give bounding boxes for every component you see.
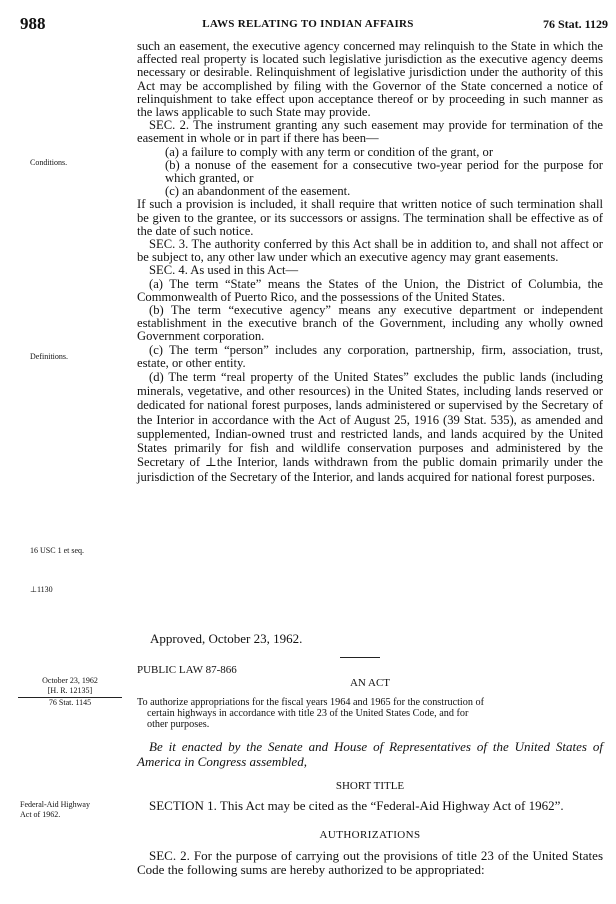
section-divider — [340, 657, 380, 658]
page-header — [0, 14, 616, 38]
purpose-line: other purposes. — [147, 719, 210, 731]
section-4-c: (c) The term “person” includes any corporation, partnership, firm, association, trust, estate, or other entity. — [137, 342, 603, 370]
act-purpose — [137, 697, 603, 731]
margin-fah-line1: Federal-Aid Highway — [20, 800, 90, 809]
section-2-intro: SEC. 2. The instrument granting any such easement may provide for termination of the easement in whole or in part if there has been— — [137, 118, 603, 146]
section-2-a: (a) a failure to comply with any term or condition of the grant, or — [165, 144, 494, 159]
public-law-number: PUBLIC LAW 87-866 — [137, 664, 237, 676]
section-3: SEC. 3. The authority conferred by this Act shall be in addition to, and shall not affect or be subject to, any other law under which an executive agency may grant easements. — [137, 237, 603, 265]
section-1: SECTION 1. This Act may be cited as the “Federal-Aid Highway Act of 1962”. — [149, 798, 564, 813]
section-4-a: (a) The term “State” means the States of the Union, the District of Columbia, the Commonwealth of Puerto Rico, and the possessions of the United States. — [137, 276, 603, 304]
page-number: 988 — [20, 14, 46, 33]
margin-rule — [18, 697, 122, 698]
margin-note-conditions: Conditions. — [30, 158, 68, 167]
section-2-authorizations: SEC. 2. For the purpose of carrying out the provisions of title 23 of the United States Code the following sums are hereby authorized to be appropriated: — [137, 848, 603, 877]
section-2-tail: If such a provision is included, it shall require that written notice of such termination shall be given to the grantee, or its successors or assigns. The termination shall be effective as of the date of such notice. — [137, 197, 603, 238]
an-act-heading: AN ACT — [349, 677, 391, 689]
margin-note-definitions: Definitions. — [30, 352, 68, 361]
section-2-c: (c) an abandonment of the easement. — [165, 184, 351, 199]
margin-page-marker: ⊥1130 — [30, 585, 53, 594]
running-title: LAWS RELATING TO INDIAN AFFAIRS — [202, 18, 414, 30]
enacting-clause: Be it enacted by the Senate and House of Representatives of the United States of America in Congress assembled, — [137, 739, 603, 769]
margin-note-date — [18, 676, 122, 708]
main-text — [137, 40, 603, 484]
margin-bill-number: [H. R. 12135] — [47, 685, 93, 695]
margin-fah-line2: Act of 1962. — [20, 809, 61, 819]
section-4-d: (d) The term “real property of the United States” excludes the public lands (including minerals, vegetative, and other resources) in the United States, including lands reserved or dedicated for national forest purposes, lands administered or supervised by the Secretary of the Interior in accordance with the Act of August 25, 1916 (39 Stat. 535), as amended and supplemented, Indian-owned trust and restricted lands, and lands acquired by the United States primarily for fish and wildlife conservation purposes and administered by the Secretary of ⊥the Interior, lands withdrawn from the public domain primarily under the jurisdiction of the Secretary of the Interior, and lands acquired for national forest purposes. — [137, 370, 603, 484]
section-4-intro: SEC. 4. As used in this Act— — [149, 263, 299, 278]
approved-date: Approved, October 23, 1962. — [150, 631, 303, 646]
purpose-line: certain highways in accordance with title 23 of the United States Code, and for — [147, 708, 469, 720]
short-title-heading: SHORT TITLE — [335, 780, 405, 792]
margin-stat-line: 76 Stat. 1145 — [48, 698, 92, 707]
margin-date-line: October 23, 1962 — [42, 676, 98, 685]
authorizations-heading: AUTHORIZATIONS — [319, 829, 421, 841]
margin-note-usc: 16 USC 1 et seq. — [30, 546, 84, 555]
margin-note-fah — [20, 800, 90, 819]
paragraph-continued: such an easement, the executive agency concerned may relinquish to the State in which the affected real property is located such legislative jurisdiction as the executive agency deems necessary or desirable. Relinquishment of legislative jurisdiction under the authority of this Act may be accomplished by filing with the Governor of the State concerned a notice of relinquishment to take effect upon acceptance thereof or by proceeding in such manner as the laws applicable to such State may provide. — [137, 39, 603, 120]
stat-reference: 76 Stat. 1129 — [542, 17, 608, 31]
purpose-line: To authorize appropriations for the fiscal years 1964 and 1965 for the construction of — [137, 697, 484, 708]
section-2-b: (b) a nonuse of the easement for a consecutive two-year period for the purpose for which granted, or — [165, 157, 603, 186]
section-4-b: (b) The term “executive agency” means any executive department or independent establishment in the executive branch of the Government, including any wholly owned Government corporation. — [137, 303, 603, 344]
